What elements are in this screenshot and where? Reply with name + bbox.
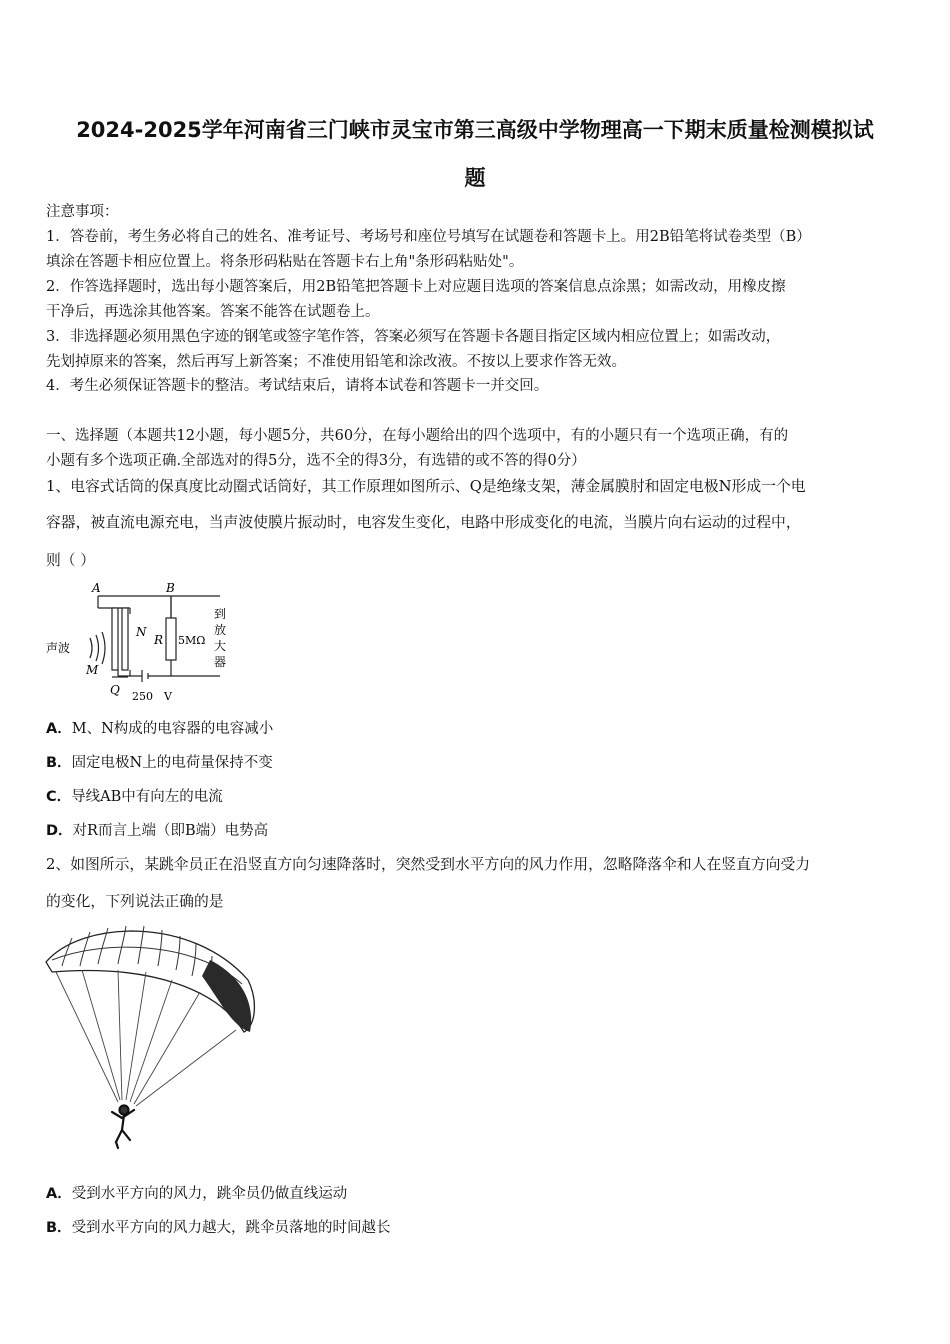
label-m: M: [86, 663, 99, 677]
exam-title-line2: 题: [464, 166, 486, 190]
section-instructions: 小题有多个选项正确.全部选对的得5分，选不全的得3分，有选错的或不答的得0分）: [46, 453, 586, 469]
option-text: 受到水平方向的风力越大，跳伞员落地的时间越长: [71, 1220, 391, 1236]
option-key: A．: [46, 721, 72, 737]
question-2-text: 的变化，下列说法正确的是: [46, 893, 224, 910]
sound-wave-label: 声波: [46, 641, 71, 655]
q1-option-a: [46, 719, 273, 739]
resistor-value: 5MΩ: [178, 634, 206, 647]
q1-option-d: [46, 821, 268, 841]
notice-line: 填涂在答题卡相应位置上。将条形码粘贴在答题卡右上角"条形码粘贴处"。: [46, 254, 524, 270]
notice-line: 干净后，再选涂其他答案。答案不能答在试题卷上。: [46, 304, 380, 320]
notice-line: 先划掉原来的答案，然后再写上新答案；不准使用铅笔和涂改液。不按以上要求作答无效。: [46, 354, 626, 370]
question-1-text: 则（ ）: [46, 552, 96, 569]
notice-heading: 注意事项：: [46, 204, 119, 220]
amplifier-label: 大: [214, 639, 227, 653]
q2-option-a: [46, 1184, 347, 1204]
battery-voltage: 250: [132, 690, 153, 703]
option-key: D．: [46, 823, 73, 839]
notice-line: 4．考生必须保证答题卡的整洁。考试结束后，请将本试卷和答题卡一并交回。: [46, 378, 549, 394]
notice-line: 1．答卷前，考生务必将自己的姓名、准考证号、考场号和座位号填写在试题卷和答题卡上。用2B铅笔将试卷类型（B）: [46, 229, 811, 245]
option-text: 固定电极N上的电荷量保持不变: [71, 755, 273, 771]
label-r: R: [154, 633, 164, 647]
capacitor-microphone-diagram: [44, 578, 244, 706]
question-1-text: 1、电容式话筒的保真度比动圈式话筒好，其工作原理如图所示、Q是绝缘支架，薄金属膜肘和固定电极N形成一个电: [46, 478, 806, 495]
label-b: B: [166, 581, 175, 595]
section-instructions: 一、选择题（本题共12小题，每小题5分，共60分，在每小题给出的四个选项中，有的小题只有一个选项正确，有的: [46, 428, 789, 444]
option-text: M、N构成的电容器的电容减小: [71, 721, 274, 737]
exam-title-line1: 2024-2025学年河南省三门峡市灵宝市第三高级中学物理高一下期末质量检测模拟试: [76, 118, 874, 142]
option-text: 对R而言上端（即B端）电势高: [72, 823, 269, 839]
label-q: Q: [110, 683, 120, 697]
q2-option-b: [46, 1218, 391, 1238]
option-text: 导线AB中有向左的电流: [71, 789, 223, 805]
option-key: A．: [46, 1186, 72, 1202]
label-a: A: [92, 581, 101, 595]
option-key: C．: [46, 789, 72, 805]
notice-line: 2．作答选择题时，选出每小题答案后，用2B铅笔把答题卡上对应题目选项的答案信息点涂黑；如需改动，用橡皮擦: [46, 279, 786, 295]
question-2-text: 2、如图所示，某跳伞员正在沿竖直方向匀速降落时，突然受到水平方向的风力作用，忽略降落伞和人在竖直方向受力: [46, 856, 811, 873]
option-key: B．: [46, 755, 72, 771]
amplifier-label: 器: [214, 655, 227, 669]
parachutist-illustration: [42, 920, 272, 1152]
label-n: N: [136, 625, 147, 639]
q1-option-b: [46, 753, 273, 773]
option-key: B．: [46, 1220, 72, 1236]
q1-option-c: [46, 787, 223, 807]
notice-line: 3．非选择题必须用黑色字迹的钢笔或签字笔作答，答案必须写在答题卡各题目指定区域内相应位置上；如需改动，: [46, 329, 781, 345]
option-text: 受到水平方向的风力，跳伞员仍做直线运动: [71, 1186, 348, 1202]
amplifier-label: 到: [214, 607, 227, 621]
amplifier-label: 放: [214, 623, 227, 637]
battery-unit: V: [164, 690, 172, 703]
question-1-text: 容器，被直流电源充电，当声波使膜片振动时，电容发生变化，电路中形成变化的电流，当膜片向右运动的过程中，: [46, 514, 801, 531]
